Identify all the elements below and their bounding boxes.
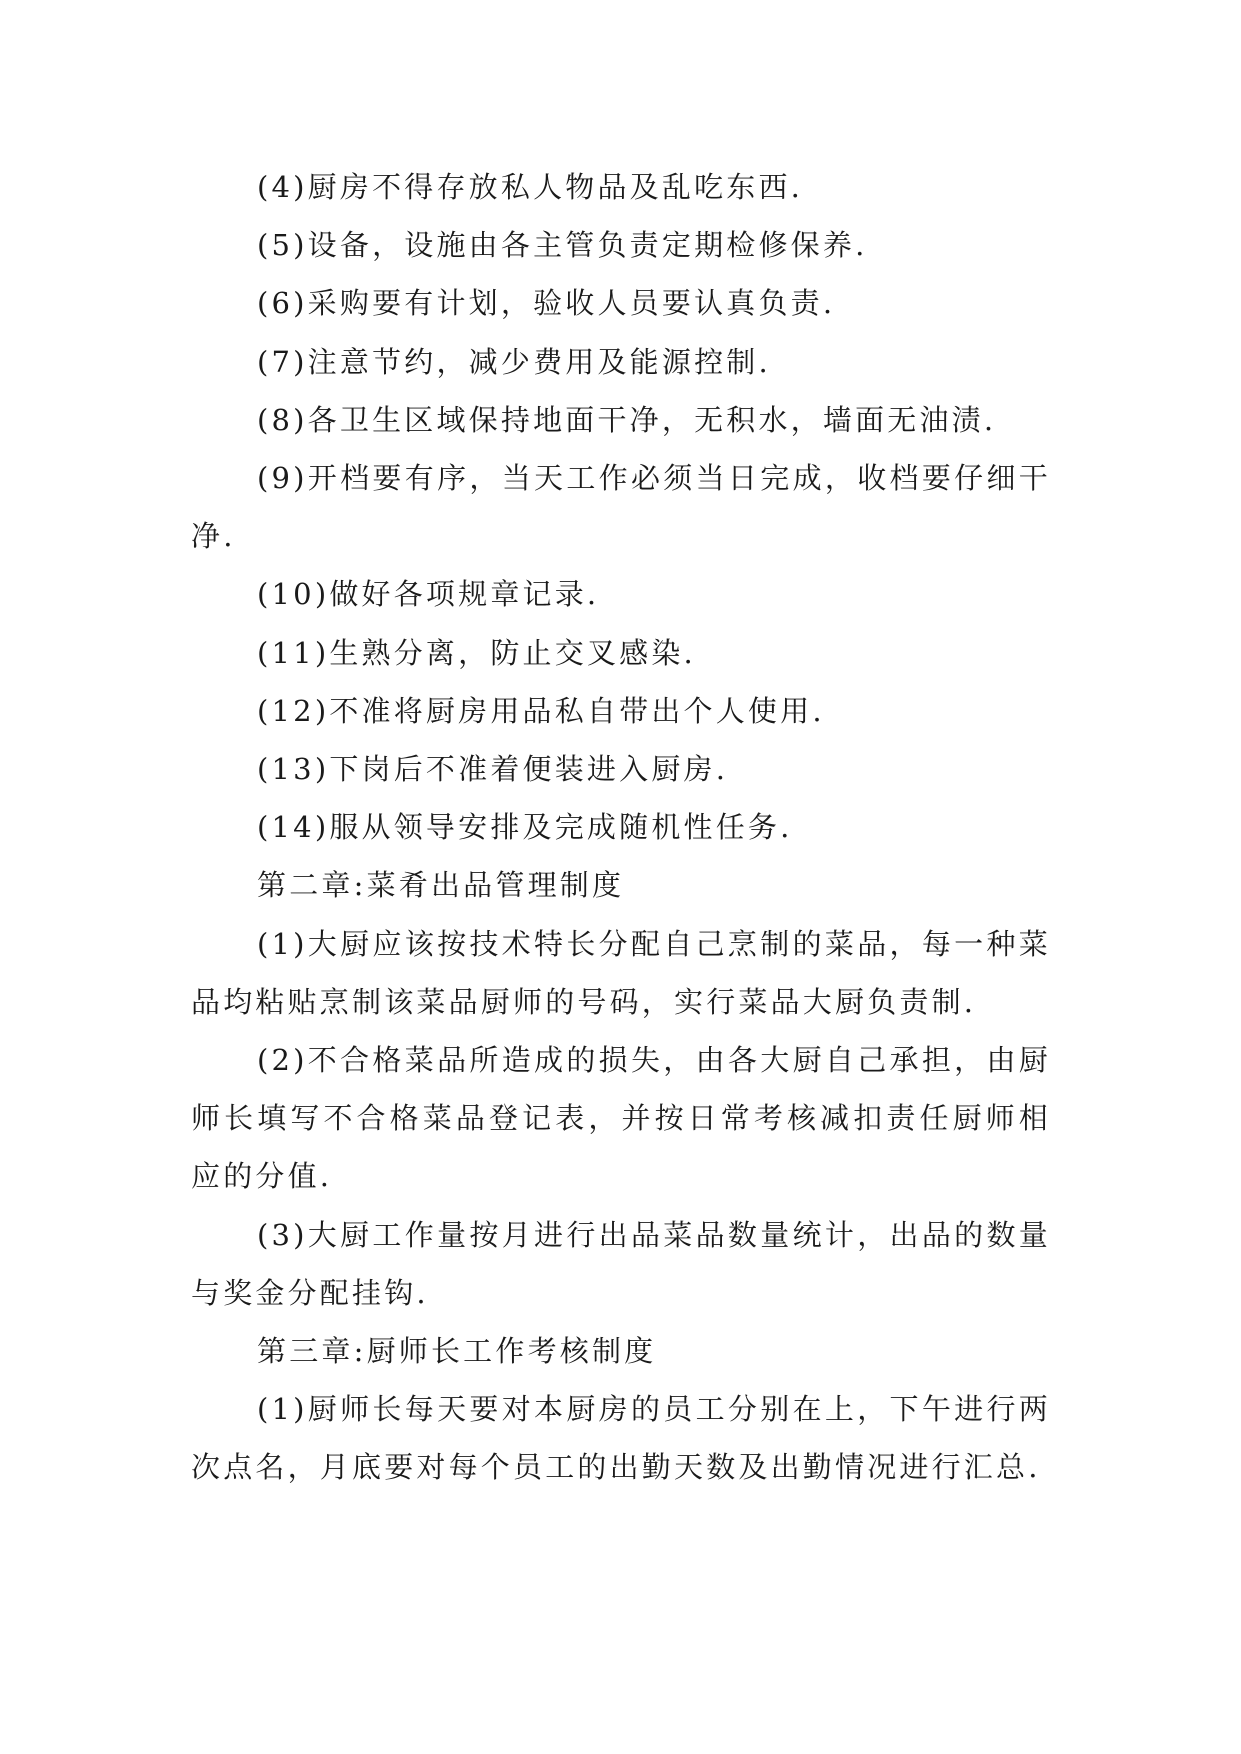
rule-item-4: (4)厨房不得存放私人物品及乱吃东西. bbox=[257, 170, 804, 204]
rule-item-14: (14)服从领导安排及完成随机性任务. bbox=[257, 810, 793, 845]
chapter-heading-3: 第三章:厨师长工作考核制度 bbox=[257, 1334, 657, 1369]
chapter2-item-3: (3)大厨工作量按月进行出品菜品数量统计，出品的数量与奖金分配挂钩. bbox=[191, 1217, 1051, 1310]
chapter3-item-1: (1)厨师长每天要对本厨房的员工分别在上，下午进行两次点名，月底要对每个员工的出勤天数及出勤情况进行汇总. bbox=[191, 1392, 1051, 1485]
rule-item-10: (10)做好各项规章记录. bbox=[257, 577, 600, 612]
rule-item-8: (8)各卫生区域保持地面干净，无积水，墙面无油渍. bbox=[257, 402, 997, 437]
rule-item-9: (9)开档要有序，当天工作必须当日完成，收档要仔细干净. bbox=[191, 461, 1051, 554]
chapter-heading-2: 第二章:菜肴出品管理制度 bbox=[257, 868, 625, 903]
rule-item-5: (5)设备，设施由各主管负责定期检修保养. bbox=[257, 228, 868, 263]
chapter2-item-1: (1)大厨应该按技术特长分配自己烹制的菜品，每一种菜品均粘贴烹制该菜品厨师的号码，实行菜品大厨负责制. bbox=[191, 926, 1051, 1019]
rule-item-6: (6)采购要有计划，验收人员要认真负责. bbox=[257, 286, 836, 321]
document-body bbox=[191, 158, 1051, 1497]
rule-item-11: (11)生熟分离，防止交叉感染. bbox=[257, 635, 696, 670]
chapter2-item-2: (2)不合格菜品所造成的损失，由各大厨自己承担，由厨师长填写不合格菜品登记表，并按日常考核减扣责任厨师相应的分值. bbox=[191, 1043, 1051, 1194]
rule-item-13: (13)下岗后不准着便装进入厨房. bbox=[257, 752, 729, 787]
rule-item-7: (7)注意节约，减少费用及能源控制. bbox=[257, 344, 771, 379]
rule-item-12: (12)不准将厨房用品私自带出个人使用. bbox=[257, 693, 825, 728]
